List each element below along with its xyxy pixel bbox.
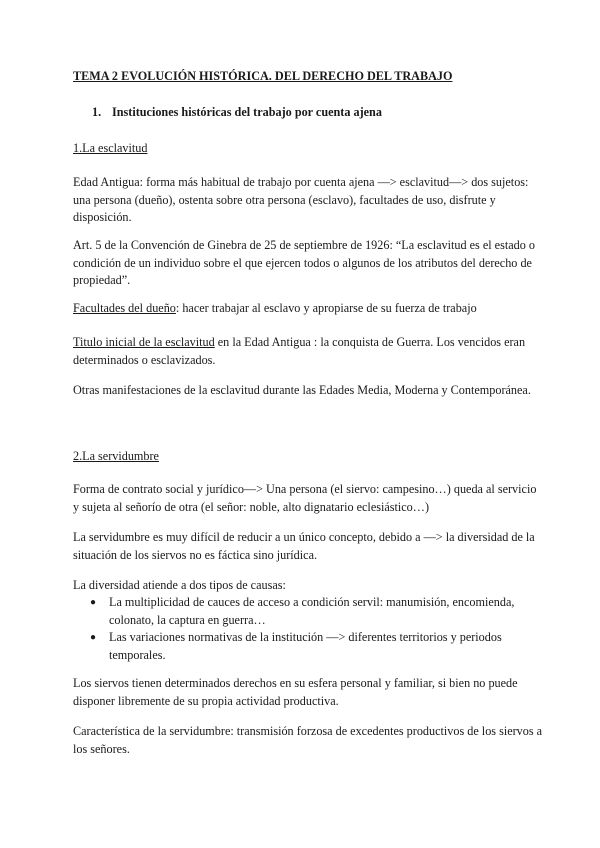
paragraph-edad-antigua: Edad Antigua: forma más habitual de trabajo por cuenta ajena —> esclavitud—> dos sujetos: una persona (dueño), ostenta sobre otra persona (esclavo), facultades de uso, disfrute y disposición. [73,175,529,225]
heading-text: Instituciones históricas del trabajo por cuenta ajena [112,105,382,119]
heading-number: 1. [92,105,102,119]
list-item: ● Las variaciones normativas de la institución —> diferentes territorios y periodos temporales. [90,630,502,662]
subsection-title-esclavitud: 1.La esclavitud [73,141,148,155]
titulo-inicial-label: Titulo inicial de la esclavitud [73,335,215,349]
paragraph-derechos-siervos: Los siervos tienen determinados derechos en su esfera personal y familiar, si bien no puede disponer libremente de su propia actividad productiva. [73,676,518,708]
document-title: TEMA 2 EVOLUCIÓN HISTÓRICA. DEL DERECHO DEL TRABAJO [73,69,453,83]
causes-list [73,594,533,664]
bullet-icon: ● [90,597,97,608]
paragraph-contrato-social: Forma de contrato social y jurídico—> Una persona (el siervo: campesino…) queda al servicio y sujeta al señorío de otra (el señor: noble, alto dignatario eclesiástico…) [73,482,537,514]
facultades-text: : hacer trabajar al esclavo y apropiarse de su fuerza de trabajo [175,301,477,315]
section-heading [92,104,562,122]
bullet-icon: ● [90,632,97,644]
paragraph-diversidad: La diversidad atiende a dos tipos de causas: [73,578,286,592]
list-item: ● La multiplicidad de cauces de acceso a condición servil: manumisión, encomienda, colonato, la captura en guerra… [90,595,515,627]
paragraph-dificil-reducir: La servidumbre es muy difícil de reducir a un único concepto, debido a —> la diversidad de la situación de los siervos no es fáctica sino jurídica. [73,530,535,562]
facultades-label: Facultades del dueño [73,301,176,315]
subsection-title-servidumbre: 2.La servidumbre [73,449,159,463]
titulo-inicial-text: en la Edad Antigua : la conquista de Guerra. Los vencidos eran determinados o esclavizados. [73,335,526,367]
paragraph-convencion-ginebra: Art. 5 de la Convención de Ginebra de 25 de septiembre de 1926: “La esclavitud es el estado o condición de un individuo sobre el que ejercen todos o algunos de los atributos del derecho de propiedad”. [73,238,535,288]
paragraph-otras-manifestaciones: Otras manifestaciones de la esclavitud durante las Edades Media, Moderna y Contemporánea. [73,383,531,397]
paragraph-caracteristica: Característica de la servidumbre: transmisión forzosa de excedentes productivos de los siervos a los señores. [73,724,543,756]
paragraph-titulo-inicial [73,334,543,369]
paragraph-facultades [73,300,543,318]
